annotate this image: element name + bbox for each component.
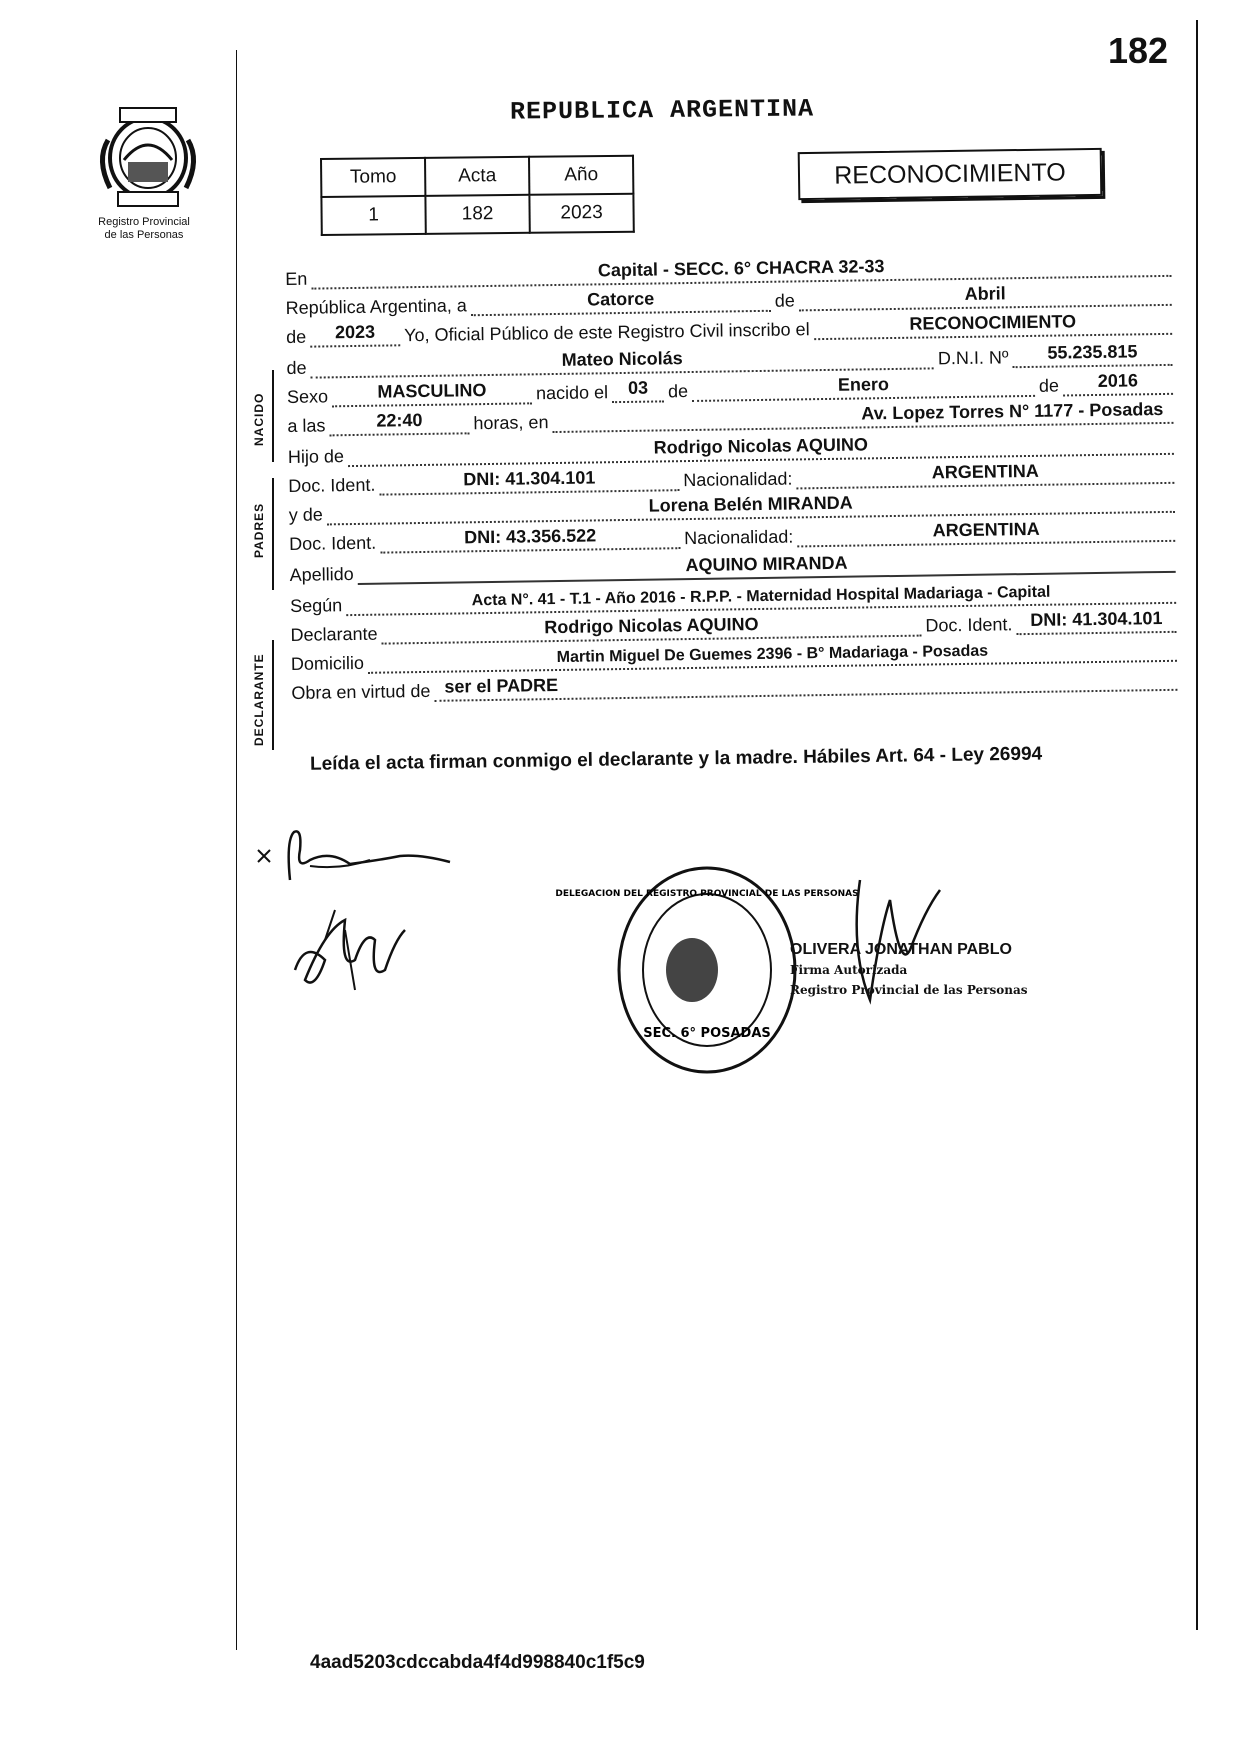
official-office: Registro Provincial de las Personas <box>790 983 1028 997</box>
value-obra: ser el PADRE <box>444 674 559 697</box>
value-father: Rodrigo Nicolas AQUINO <box>653 434 869 458</box>
label-y-de: y de <box>288 504 323 525</box>
value-hour: 22:40 <box>376 409 423 431</box>
field-mother-doc <box>380 525 680 553</box>
logo-caption <box>74 216 214 242</box>
label-nacido-el: nacido el <box>535 382 609 404</box>
field-birth-year <box>1063 370 1173 397</box>
label-mother-nationality: Nacionalidad: <box>684 526 794 549</box>
field-sexo <box>332 380 532 407</box>
value-segun: Acta N°. 41 - T.1 - Año 2016 - R.P.P. - Maternidad Hospital Madariaga - Capital <box>471 583 1051 610</box>
page-number: 182 <box>1108 30 1169 71</box>
value-birth-year: 2016 <box>1097 370 1139 391</box>
logo-caption-line2: de las Personas <box>104 229 184 241</box>
label-dni: D.N.I. Nº <box>937 347 1009 369</box>
value-sexo: MASCULINO <box>377 380 487 402</box>
padres-bracket <box>272 478 274 590</box>
declarant-signature-icon <box>250 820 470 900</box>
label-horas-en: horas, en <box>473 412 549 434</box>
value-inscribo: RECONOCIMIENTO <box>909 311 1077 334</box>
closing-statement: Leída el acta firman conmigo el declarante y la madre. Hábiles Art. 64 - Ley 26994 <box>309 743 1043 775</box>
label-republica: República Argentina, a <box>285 295 467 318</box>
label-yo: Yo, Oficial Público de este Registro Civil inscribo el <box>403 319 810 346</box>
value-dni: 55.235.815 <box>1047 341 1138 363</box>
value-mother-nationality: ARGENTINA <box>932 518 1040 541</box>
label-de-year: de <box>285 326 307 347</box>
label-declarante-doc: Doc. Ident. <box>925 614 1013 636</box>
official-block <box>790 940 1028 1000</box>
label-en: En <box>285 268 308 289</box>
field-obra <box>434 671 1177 702</box>
stamp-center-text: SEC. 6° POSADAS <box>643 1026 771 1041</box>
section-label-padres: PADRES <box>252 502 266 558</box>
registry-table <box>320 155 635 236</box>
official-title: Firma Autorizada <box>790 963 908 977</box>
label-sexo: Sexo <box>286 386 329 407</box>
value-ano: 2023 <box>529 194 633 233</box>
label-declarante: Declarante <box>290 623 378 645</box>
field-declarante-doc <box>1016 608 1176 635</box>
field-mother-nationality <box>797 518 1175 548</box>
province-seal-icon <box>88 100 208 210</box>
label-hijo-de: Hijo de <box>287 446 345 467</box>
label-obra: Obra en virtud de <box>291 680 431 703</box>
label-de-month: de <box>774 290 795 311</box>
value-year: 2023 <box>334 321 376 343</box>
registry-header-row <box>321 156 633 197</box>
value-birth-month: Enero <box>837 374 890 395</box>
act-form <box>285 249 1181 705</box>
field-dni <box>1012 341 1172 368</box>
label-domicilio: Domicilio <box>290 652 365 674</box>
value-en: Capital - SECC. 6° CHACRA 32-33 <box>597 256 885 281</box>
section-label-declarante: DECLARANTE <box>252 653 266 746</box>
label-father-doc: Doc. Ident. <box>288 474 376 496</box>
value-declarante: Rodrigo Nicolas AQUINO <box>544 614 759 638</box>
value-place: Av. Lopez Torres N° 1177 - Posadas <box>861 398 1164 424</box>
field-year <box>310 321 400 347</box>
registry-value-row <box>321 194 633 235</box>
document-hash: 4aad5203cdccabda4f4d998840c1f5c9 <box>310 1652 645 1673</box>
value-name: Mateo Nicolás <box>561 348 683 370</box>
label-de-name: de <box>286 357 307 378</box>
value-month: Abril <box>964 283 1006 304</box>
nacido-bracket <box>272 370 274 462</box>
right-margin-line <box>1196 20 1198 1630</box>
label-a-las: a las <box>287 415 326 436</box>
value-acta: 182 <box>425 195 529 234</box>
value-birth-day: 03 <box>627 377 649 398</box>
left-margin-line <box>236 50 237 1650</box>
value-declarante-doc: DNI: 41.304.101 <box>1030 608 1163 630</box>
value-father-doc: DNI: 41.304.101 <box>463 467 596 490</box>
section-label-nacido: NACIDO <box>252 392 266 446</box>
label-segun: Según <box>289 595 343 616</box>
field-birth-day <box>612 377 664 403</box>
label-apellido: Apellido <box>289 564 354 585</box>
field-hour <box>329 409 469 436</box>
stamp-ring-text: DELEGACION DEL REGISTRO PROVINCIAL DE LAS PERSONAS <box>555 889 859 899</box>
act-type-box: RECONOCIMIENTO <box>798 148 1103 200</box>
label-de-birth-month: de <box>667 381 689 402</box>
value-mother: Lorena Belén MIRANDA <box>648 492 853 516</box>
header-acta: Acta <box>425 157 529 196</box>
document-title: REPUBLICA ARGENTINA <box>509 94 815 127</box>
value-apellido: AQUINO MIRANDA <box>685 552 848 576</box>
value-tomo: 1 <box>321 196 425 235</box>
logo-caption-line1: Registro Provincial <box>98 216 190 228</box>
label-de-birth-year: de <box>1038 375 1060 396</box>
header-tomo: Tomo <box>321 158 425 197</box>
label-father-nationality: Nacionalidad: <box>683 468 793 491</box>
value-mother-doc: DNI: 43.356.522 <box>463 525 597 548</box>
field-inscribo <box>813 311 1172 340</box>
official-name: OLIVERA JONATHAN PABLO <box>790 941 1012 958</box>
value-father-nationality: ARGENTINA <box>931 460 1039 483</box>
mother-signature-icon <box>285 900 425 1010</box>
declarante-bracket <box>272 640 274 750</box>
header-ano: Año <box>529 156 633 195</box>
label-mother-doc: Doc. Ident. <box>289 532 377 554</box>
value-day: Catorce <box>587 288 655 310</box>
value-domicilio: Martin Miguel De Guemes 2396 - B° Madariaga - Posadas <box>556 642 989 667</box>
